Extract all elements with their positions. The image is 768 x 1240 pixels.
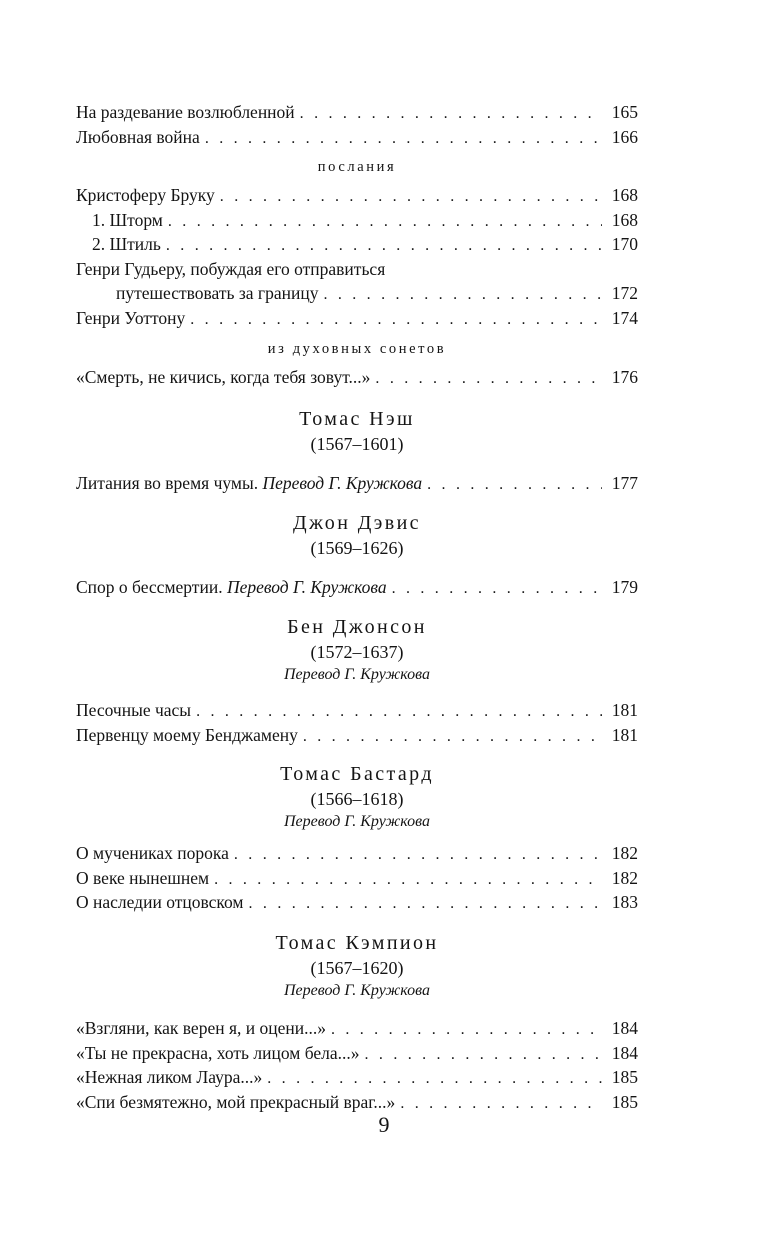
leader-dots — [209, 868, 602, 892]
author-name: Джон Дэвис — [293, 512, 421, 535]
toc-entry-page: 185 — [611, 1091, 638, 1112]
toc-entry-page: 177 — [611, 472, 638, 493]
toc-entry-title — [76, 575, 387, 599]
leader-dots — [318, 283, 601, 307]
leader-dots — [422, 473, 602, 497]
leader-dots — [360, 1043, 602, 1067]
toc-entry-title: «Ты не прекрасна, хоть лицом бела...» — [76, 1042, 360, 1063]
author-name: Томас Кэмпион — [275, 931, 439, 954]
entry-translator: Перевод Г. Кружкова — [262, 472, 423, 493]
toc-entry-page: 183 — [611, 892, 638, 913]
toc-entry-title — [76, 471, 422, 495]
entry-translator: Перевод Г. Кружкова — [226, 577, 387, 598]
entry-title-text: Спор о бессмертии. — [76, 577, 223, 598]
section-heading-epistles: послания — [317, 159, 397, 176]
leader-dots — [387, 577, 602, 601]
toc-entry-page: 185 — [611, 1067, 638, 1088]
toc-entry-title: Генри Уоттону — [76, 307, 186, 328]
toc-entry-title: 1. Шторм — [92, 209, 163, 230]
toc-entry-page: 168 — [611, 209, 638, 230]
toc-entry-page: 184 — [611, 1017, 638, 1038]
author-name: Бен Джонсон — [287, 615, 427, 638]
toc-entry — [76, 365, 638, 390]
toc-entry-page: 181 — [611, 699, 638, 720]
leader-dots — [244, 892, 602, 916]
translator-credit: Перевод Г. Кружкова — [284, 813, 430, 831]
toc-entry-title: 2. Штиль — [92, 234, 161, 255]
toc-entry-title: На раздевание возлюбленной — [76, 102, 295, 122]
toc-entry-title-line1: Генри Гудьеру, побуждая его отправиться — [76, 258, 386, 279]
toc-entry-page: 184 — [611, 1042, 638, 1063]
translator-credit: Перевод Г. Кружкова — [284, 981, 430, 999]
toc-entry-title: «Нежная ликом Лаура...» — [76, 1067, 263, 1088]
leader-dots — [161, 234, 602, 258]
toc-entry — [76, 471, 638, 496]
table-of-contents — [76, 100, 638, 1114]
toc-entry-title: Первенцу моему Бенджамену — [76, 724, 298, 745]
leader-dots — [370, 367, 601, 391]
toc-entry — [76, 1041, 638, 1066]
toc-entry — [76, 1090, 638, 1115]
toc-entry — [76, 1065, 638, 1090]
author-name: Томас Нэш — [299, 407, 415, 430]
leader-dots — [295, 102, 602, 126]
toc-entry-page: 176 — [611, 367, 638, 388]
page-number: 9 — [378, 1112, 390, 1137]
toc-entry-title: «Взгляни, как верен я, и оцени...» — [76, 1017, 326, 1038]
leader-dots — [215, 185, 602, 209]
author-years: (1566–1618) — [310, 789, 404, 810]
toc-entry — [76, 125, 638, 150]
toc-entry-page: 170 — [611, 234, 638, 255]
leader-dots — [163, 210, 602, 234]
toc-entry-title: «Смерть, не кичись, когда тебя зовут...» — [76, 367, 371, 388]
toc-entry-title: О мучениках порока — [76, 843, 229, 864]
toc-entry-page: 179 — [611, 577, 638, 598]
toc-entry-title: О веке нынешнем — [76, 867, 210, 888]
toc-entry-title: путешествовать за границу — [116, 282, 319, 303]
toc-entry-page: 182 — [611, 843, 638, 864]
leader-dots — [200, 127, 602, 151]
toc-entry-title: «Спи безмятежно, мой прекрасный враг...» — [76, 1091, 396, 1112]
toc-entry — [76, 723, 638, 748]
section-heading-holy-sonnets: из духовных сонетов — [267, 341, 447, 358]
translator-credit: Перевод Г. Кружкова — [284, 665, 430, 683]
toc-entry — [76, 841, 638, 866]
toc-entry-page: 174 — [611, 307, 638, 328]
author-years: (1567–1620) — [310, 957, 404, 978]
toc-entry-page: 182 — [611, 867, 638, 888]
toc-entry-page: 165 — [611, 102, 638, 122]
toc-entry — [76, 890, 638, 915]
toc-entry — [76, 575, 638, 600]
toc-entry-page: 181 — [611, 724, 638, 745]
leader-dots — [229, 843, 602, 867]
toc-entry — [76, 100, 638, 125]
toc-entry-page: 172 — [611, 282, 638, 303]
toc-entry-title: О наследии отцовском — [76, 892, 244, 913]
toc-entry — [76, 306, 638, 331]
author-years: (1567–1601) — [310, 433, 404, 454]
toc-entry — [76, 208, 638, 233]
leader-dots — [185, 308, 601, 332]
toc-entry — [76, 698, 638, 723]
leader-dots — [262, 1067, 601, 1091]
toc-entry-page: 166 — [611, 126, 638, 147]
toc-entry — [76, 1016, 638, 1041]
leader-dots — [326, 1018, 602, 1042]
author-years: (1572–1637) — [310, 641, 404, 662]
leader-dots — [298, 725, 602, 749]
toc-entry — [76, 281, 638, 306]
leader-dots — [191, 700, 602, 724]
toc-entry-page: 168 — [611, 185, 638, 206]
toc-entry-title: Кристоферу Бруку — [76, 185, 215, 206]
author-years: (1569–1626) — [310, 538, 404, 559]
toc-entry — [76, 866, 638, 891]
author-name: Томас Бастард — [280, 763, 434, 786]
toc-entry — [76, 183, 638, 208]
entry-title-text: Литания во время чумы. — [76, 472, 259, 493]
toc-entry — [76, 232, 638, 257]
toc-entry-title: Песочные часы — [76, 699, 192, 720]
toc-entry-title: Любовная война — [76, 126, 200, 147]
